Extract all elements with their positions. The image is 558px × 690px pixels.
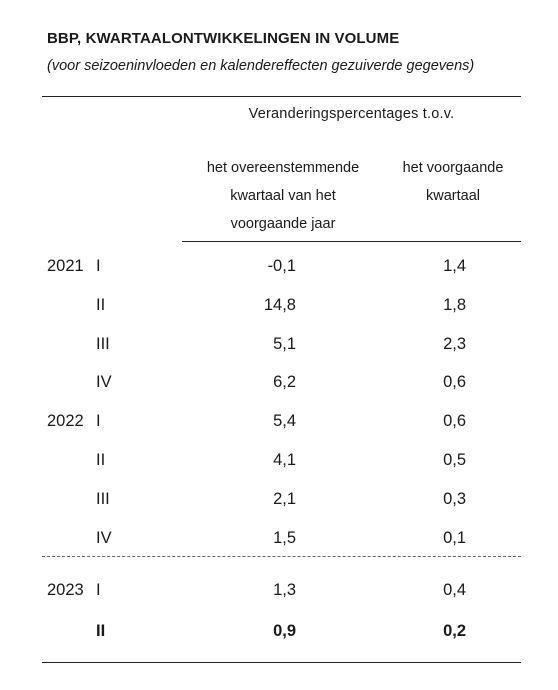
year-on-year-cell: 1,5 (273, 529, 296, 547)
quarter-on-quarter-cell: 0,6 (443, 373, 466, 391)
quarter-cell: I (96, 257, 101, 275)
table-subtitle: (voor seizoeninvloeden en kalendereffecten gezuiverde gegevens) (47, 58, 475, 74)
quarter-cell: IV (96, 373, 112, 391)
quarter-on-quarter-cell: 0,3 (443, 490, 466, 508)
column-header-year-on-year: het overeenstemmende kwartaal van het voorgaande jaar (206, 160, 360, 232)
table-row (0, 412, 558, 436)
table-row (0, 581, 558, 605)
quarter-on-quarter-cell: 0,4 (443, 581, 466, 599)
quarter-on-quarter-cell: 0,2 (443, 622, 466, 640)
table-row-latest (0, 622, 558, 646)
year-on-year-cell: 5,1 (273, 335, 296, 353)
year-cell: 2022 (47, 412, 84, 430)
quarter-on-quarter-cell: 0,5 (443, 451, 466, 469)
table-row (0, 490, 558, 514)
column-header-quarter-on-quarter: het voorgaande kwartaal (402, 160, 504, 204)
table-row (0, 335, 558, 359)
year-on-year-cell: 4,1 (273, 451, 296, 469)
year-on-year-cell: 14,8 (263, 296, 296, 314)
dashed-separator (42, 556, 521, 557)
bottom-rule (42, 662, 521, 663)
quarter-on-quarter-cell: 2,3 (443, 335, 466, 353)
quarter-cell: IV (96, 529, 112, 547)
quarter-cell: III (96, 490, 110, 508)
year-on-year-cell: 6,2 (273, 373, 296, 391)
quarter-cell: II (96, 622, 106, 640)
quarter-cell: I (96, 581, 101, 599)
quarter-on-quarter-cell: 0,1 (443, 529, 466, 547)
year-on-year-cell: 2,1 (273, 490, 296, 508)
year-on-year-cell: 1,3 (273, 581, 296, 599)
table-row (0, 296, 558, 320)
quarter-on-quarter-cell: 1,4 (443, 257, 466, 275)
quarter-cell: II (96, 451, 106, 469)
column-group-header: Veranderingspercentages t.o.v. (248, 106, 455, 122)
table-row (0, 257, 558, 281)
top-rule (42, 96, 521, 97)
table-row (0, 529, 558, 553)
table-row (0, 373, 558, 397)
quarter-on-quarter-cell: 0,6 (443, 412, 466, 430)
table-row (0, 451, 558, 475)
quarter-cell: II (96, 296, 106, 314)
year-on-year-cell: 0,9 (273, 622, 296, 640)
header-rule (182, 241, 521, 242)
quarter-on-quarter-cell: 1,8 (443, 296, 466, 314)
year-on-year-cell: 5,4 (273, 412, 296, 430)
year-cell: 2023 (47, 581, 84, 599)
table-title: BBP, KWARTAALONTWIKKELINGEN IN VOLUME (47, 30, 400, 47)
quarter-cell: I (96, 412, 101, 430)
quarter-cell: III (96, 335, 110, 353)
year-on-year-cell: -0,1 (267, 257, 296, 275)
year-cell: 2021 (47, 257, 84, 275)
